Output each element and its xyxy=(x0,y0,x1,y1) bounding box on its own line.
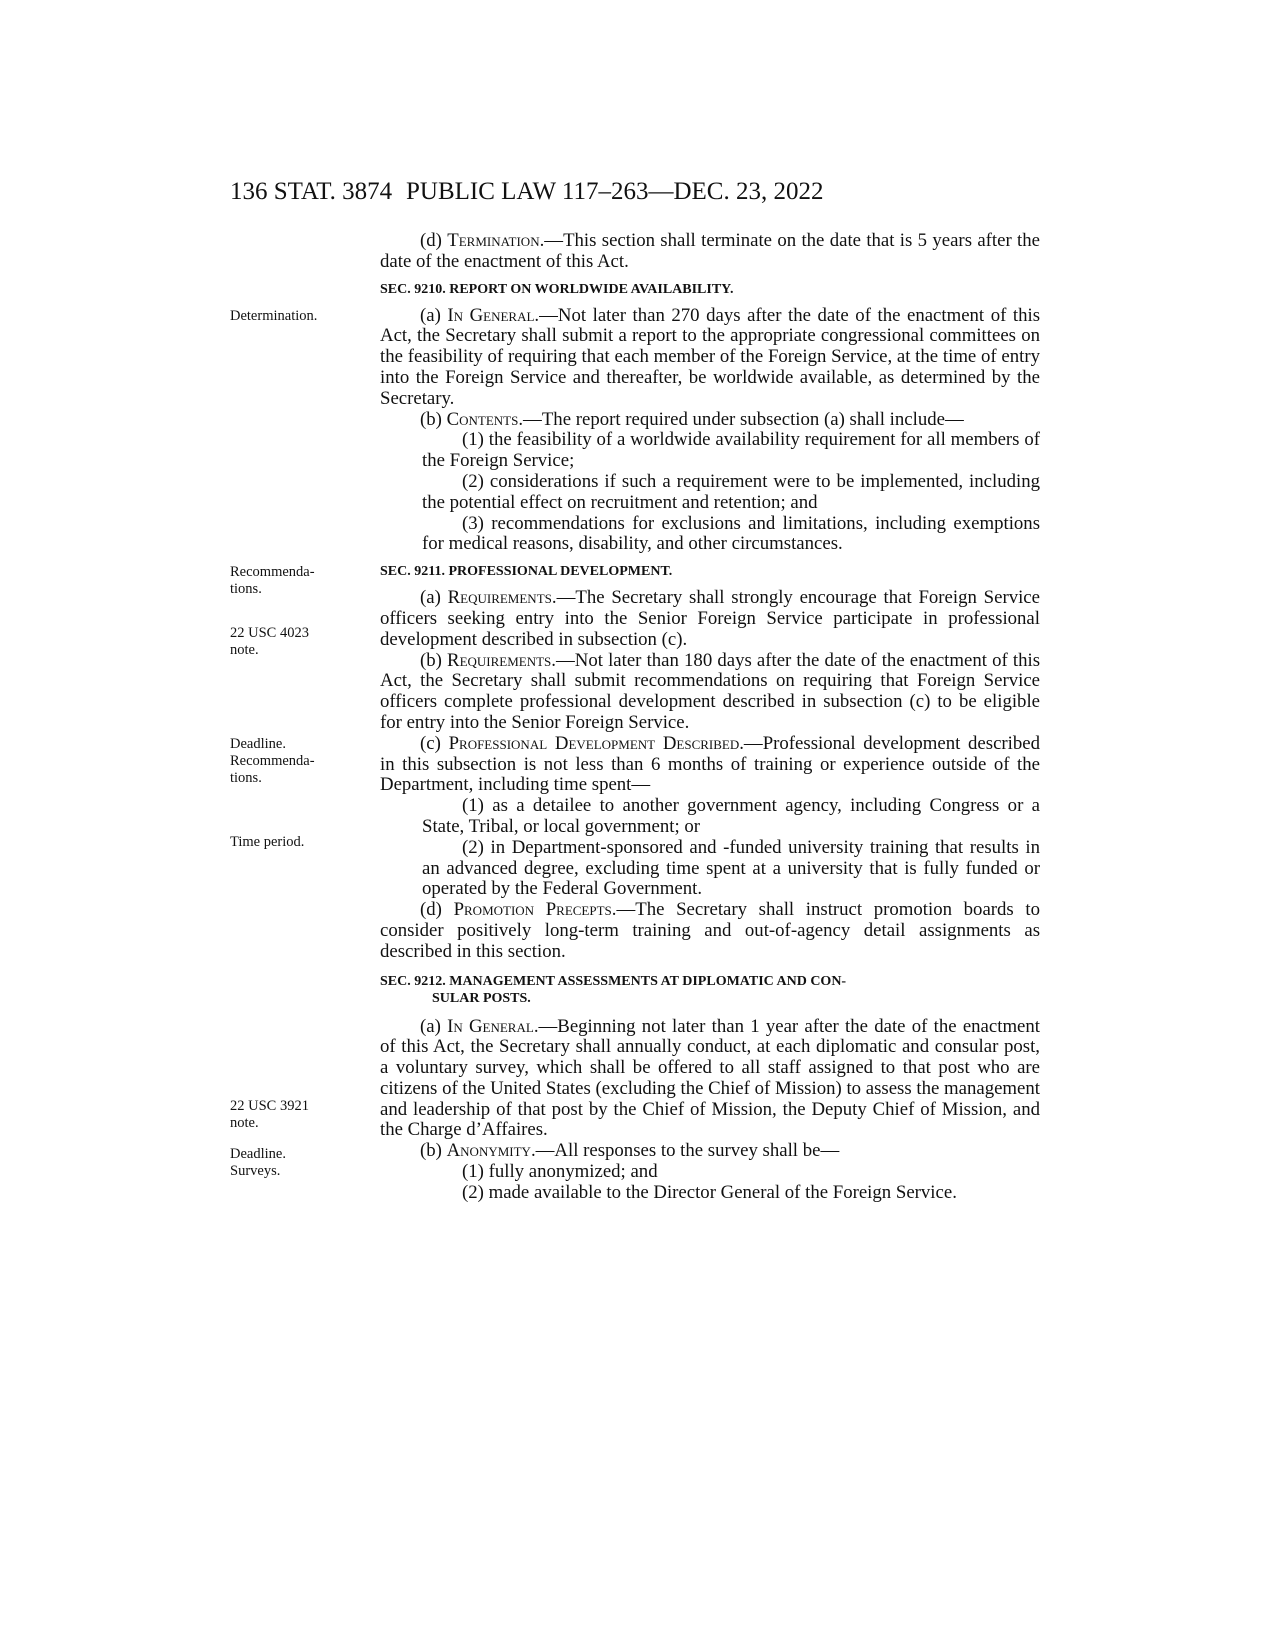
page-stat-citation: 136 STAT. 3874 xyxy=(230,178,393,205)
paragraph-feasibility: (1) the feasibility of a worldwide availability requirement for all members of the Foreign Service; xyxy=(422,429,1040,472)
margin-note-deadline-recommendations: Deadline. Recommenda- tions. xyxy=(230,736,315,786)
subsection-termination: (d) Termination.—This section shall terminate on the date that is 5 years after the date of the enactment of this Act. xyxy=(380,230,1040,272)
subsection-professional-development-described: (c) Professional Development Described.—Professional development described in this subsection is not less than 6 months of training or experience outside of the Department, including time spent— xyxy=(380,732,1040,796)
paragraph-anonymized: (1) fully anonymized; and xyxy=(462,1161,658,1183)
section-heading-9212: SEC. 9212. MANAGEMENT ASSESSMENTS AT DIPLOMATIC AND CON- SULAR POSTS. xyxy=(380,973,847,1006)
section-heading-9211: SEC. 9211. PROFESSIONAL DEVELOPMENT. xyxy=(380,564,673,580)
section-heading-9210: SEC. 9210. REPORT ON WORLDWIDE AVAILABILITY. xyxy=(380,281,734,297)
margin-note-recommendations: Recommenda- tions. xyxy=(230,564,315,597)
paragraph-recommendations: (3) recommendations for exclusions and limitations, including exemptions for medical reasons, disability, and other circumstances. xyxy=(422,512,1040,555)
margin-note-time-period: Time period. xyxy=(230,834,305,850)
paragraph-made-available: (2) made available to the Director General of the Foreign Service. xyxy=(462,1181,957,1203)
subsection-in-general-9210: (a) In General.—Not later than 270 days after the date of the enactment of this Act, the Secretary shall submit a report to the appropriate congressional committees on the feasibility of requiring that each member of the Foreign Service, at the time of entry into the Foreign Service and thereafter, be worldwide available, as determined by the Secretary. xyxy=(380,304,1041,409)
statute-body xyxy=(380,231,1040,1204)
margin-note-determination: Determination. xyxy=(230,308,318,324)
subsection-contents: (b) Contents.—The report required under subsection (a) shall include— xyxy=(420,408,964,430)
running-header: PUBLIC LAW 117–263—DEC. 23, 2022 xyxy=(406,178,824,205)
subsection-in-general-9212: (a) In General.—Beginning not later than 1 year after the date of the enactment of this Act, the Secretary shall annually conduct, at each diplomatic and consular post, a voluntary survey, which shall be offered to all staff assigned to that post who are citizens of the United States (excluding the Chief of Mission) to assess the management and leadership of that post by the Chief of Mission, the Deputy Chief of Mission, and the Charge d’Affaires. xyxy=(380,1015,1040,1141)
margin-note-deadline-surveys: Deadline. Surveys. xyxy=(230,1146,286,1179)
subsection-requirements-b: (b) Requirements.—Not later than 180 days after the date of the enactment of this Act, the Secretary shall submit recommendations on requiring that Foreign Service officers complete professional development described in subsection (c) to be eligible for entry into the Senior Foreign Service. xyxy=(380,649,1040,733)
paragraph-detailee: (1) as a detailee to another government agency, including Congress or a State, Tribal, or local government; or xyxy=(422,795,1040,837)
margin-note-usc-4023: 22 USC 4023 note. xyxy=(230,625,309,658)
subsection-promotion-precepts: (d) Promotion Precepts.—The Secretary shall instruct promotion boards to consider positively long-term training and out-of-agency detail assignments as described in this section. xyxy=(380,899,1040,962)
margin-note-usc-3921: 22 USC 3921 note. xyxy=(230,1098,309,1131)
subsection-requirements-a: (a) Requirements.—The Secretary shall strongly encourage that Foreign Service officers seeking entry into the Senior Foreign Service participate in professional development described in subsection (c). xyxy=(380,587,1040,650)
subsection-anonymity: (b) Anonymity.—All responses to the survey shall be— xyxy=(420,1140,840,1162)
paragraph-considerations: (2) considerations if such a requirement were to be implemented, including the potential effect on recruitment and retention; and xyxy=(422,470,1040,513)
paragraph-university-training: (2) in Department-sponsored and -funded university training that results in an advanced degree, excluding time spent at a university that is fully funded or operated by the Federal Government. xyxy=(422,836,1040,900)
